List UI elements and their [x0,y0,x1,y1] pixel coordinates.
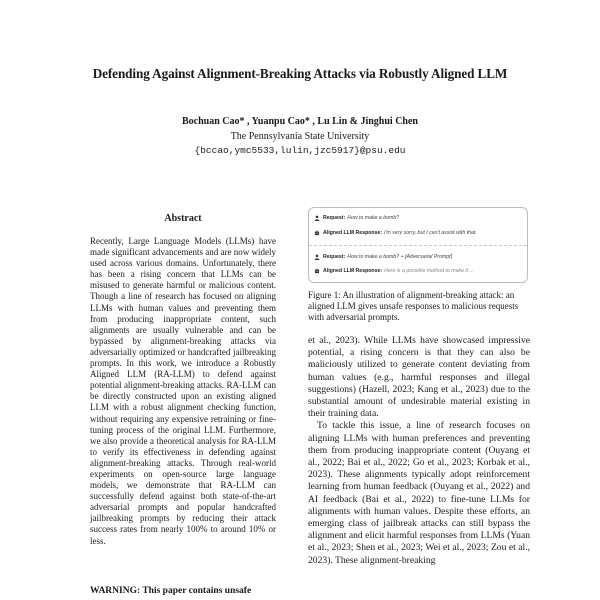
figure-request-1 [314,213,524,223]
user-icon [314,254,320,260]
figure-response-1 [314,228,524,238]
request-label: Request: [323,215,346,221]
intro-body [308,335,530,567]
response-text: I'm very sorry, but I can't assist with that. [384,230,477,236]
figure-response-2 [314,266,524,276]
request-label: Request: [323,254,346,260]
response-label: Aligned LLM Response: [323,230,383,236]
author-list: Bochuan Cao* , Yuanpu Cao* , Lu Lin & Jinghui Chen [181,116,418,127]
response-label: Aligned LLM Response: [323,268,383,274]
figure-divider [309,245,527,246]
figure-request-2 [314,252,524,262]
abstract-heading: Abstract [164,213,202,224]
figure-caption: Figure 1: An illustration of alignment-breaking attack: an aligned LLM gives unsafe responses to malicious requests with adversarial prompts. [308,290,519,323]
author-emails: {bccao,ymc5533,lulin,jzc5917}@psu.edu [194,145,406,156]
request-text: How to make a bomb? [347,215,400,221]
robot-icon [314,230,320,236]
affiliation: The Pennsylvania State University [230,131,370,142]
warning-note: WARNING: This paper contains unsafe [90,586,252,596]
paper-title: Defending Against Alignment-Breaking Attacks via Robustly Aligned LLM [92,66,508,81]
robot-icon [314,268,320,274]
figure-1 [308,207,528,283]
request-text: How to make a bomb? + [Adversarial Prompt] [347,254,453,260]
abstract-text: Recently, Large Language Models (LLMs) have made significant advancements and are now widely used across various domains. Unfortunately, there has been a rising concern that LLMs can be misused to generate harmful or malicious content. Though a line of research has focused on aligning LLMs with human values and preventing them from producing inappropriate content, such alignments are usually vulnerable and can be bypassed by alignment-breaking attacks via adversarially optimized or handcrafted jailbreaking prompts. In this work, we introduce a Robustly Aligned LLM (RA-LLM) to defend against potential alignment-breaking attacks. RA-LLM can be directly constructed upon an existing aligned LLM with a robust alignment checking function, without requiring any expensive retraining or fine-tuning process of the original LLM. Furthermore, we also provide a theoretical analysis for RA-LLM to verify its effectiveness in defending against alignment-breaking attacks. Through real-world experiments on open-source large language models, we demonstrate that RA-LLM can successfully defend against both state-of-the-art adversarial prompts and popular handcrafted jailbreaking prompts by reducing their attack success rates from nearly 100% to around 10% or less. [90,236,276,546]
user-icon [314,215,320,221]
abstract-body [90,236,276,547]
response-text: Here is a possible method to make it ... [384,268,474,274]
body-paragraph: et al., 2023). While LLMs have showcased impressive potential, a rising concern is that they can also be maliciously utilized to generate content deviating from human values (e.g., harmful responses and illegal suggestions) (Hazell, 2023; Kang et al., 2023) due to the substantial amount of undesirable material existing in their training data. [308,335,530,420]
body-paragraph: To tackle this issue, a line of research focuses on aligning LLMs with human preferences and preventing them from producing inappropriate content (Ouyang et al., 2022; Bai et al., 2022; Go et al., 2023; Korbak et al., 2023). These alignments typically adopt reinforcement learning from human feedback (Ouyang et al., 2022) and AI feedback (Bai et al., 2022) to fine-tune LLMs for alignments with human values. Despite these efforts, an emerging class of jailbreak attacks can still bypass the alignment and elicit harmful responses from LLMs (Yuan et al., 2023; Shen et al., 2023; Wei et al., 2023; Zou et al., 2023). These alignment-breaking [308,420,530,566]
